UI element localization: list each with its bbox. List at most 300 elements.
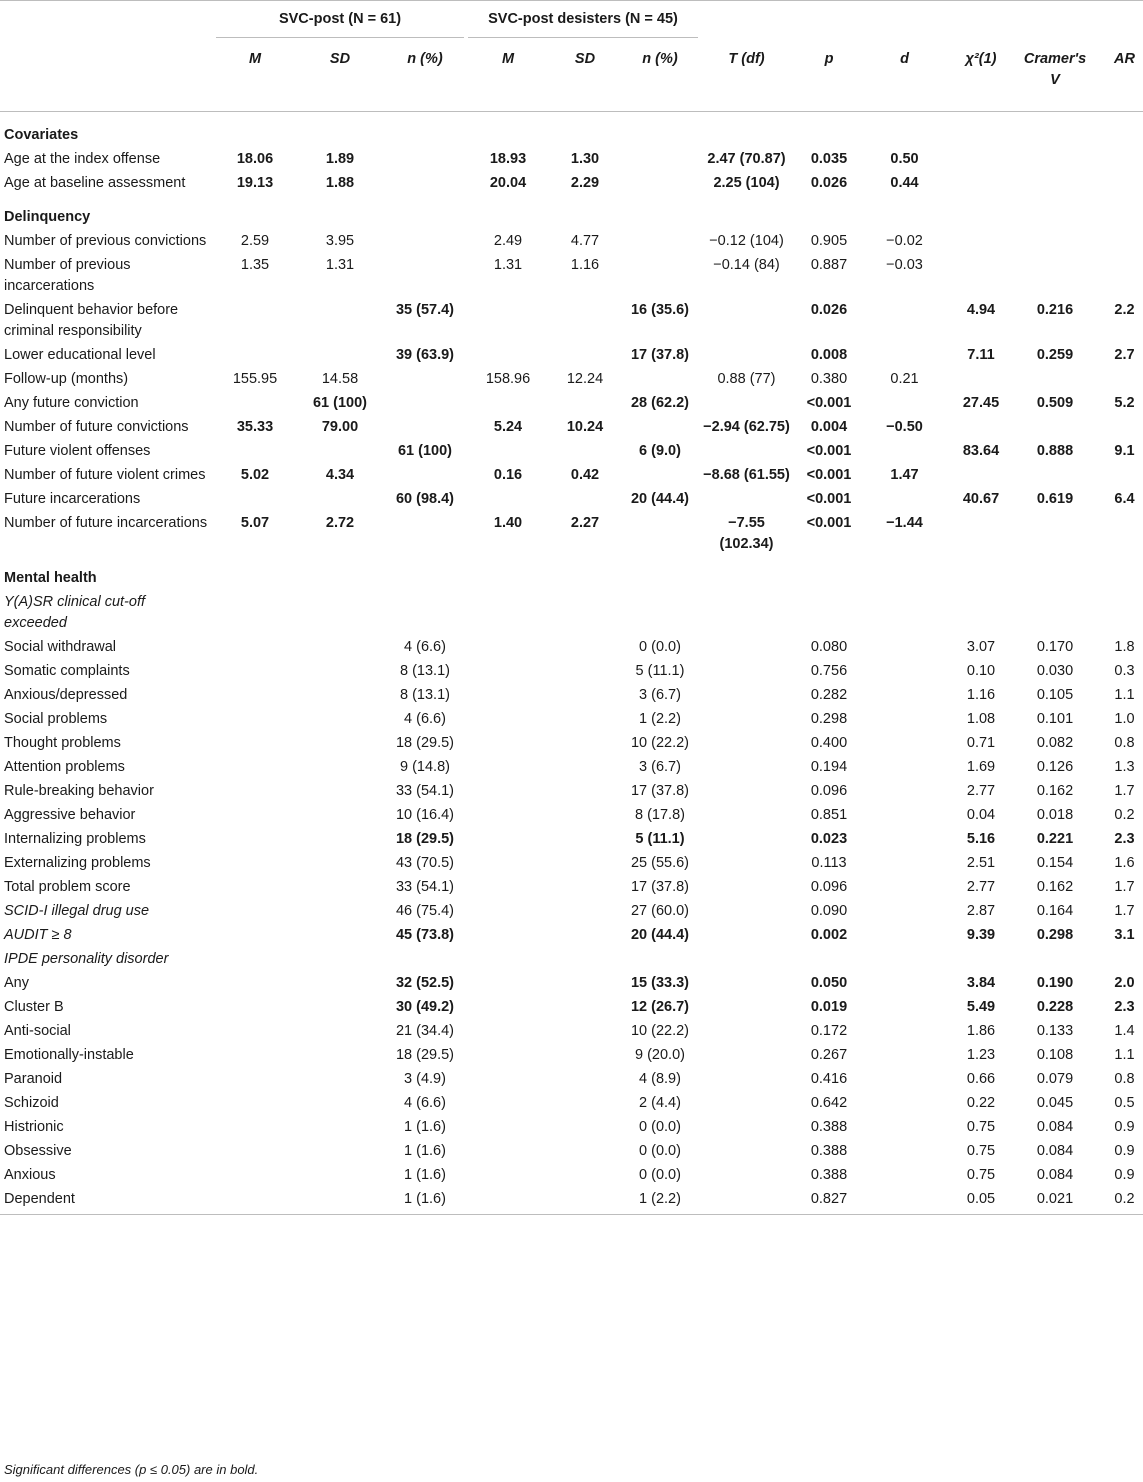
cell-n-pct: 20 (44.4): [630, 491, 690, 507]
section-row: [0, 194, 1143, 228]
cell-cramers-v: [1018, 462, 1092, 486]
cell-t-df: [700, 1138, 793, 1162]
row-label: Schizoid: [4, 1095, 59, 1111]
cell-m: [466, 970, 550, 994]
cell-sd: [550, 850, 620, 874]
cell-m: [214, 1042, 296, 1066]
cell-n-pct: 9 (14.8): [400, 759, 450, 775]
cell-cramers-v: 0.162: [1036, 879, 1074, 895]
cell-ar: [1092, 414, 1143, 438]
cell-sd: 1.88: [325, 175, 355, 191]
cell-p: 0.113: [811, 855, 847, 871]
cell-m: [214, 634, 296, 658]
cell-t-df: [700, 1090, 793, 1114]
cell-n-pct: 4 (6.6): [404, 639, 446, 655]
cell-n-pct: 61 (100): [397, 443, 452, 459]
cell-chi-square: 9.39: [966, 927, 996, 943]
cell-p: 0.388: [810, 1167, 848, 1183]
cell-m: [214, 970, 296, 994]
cell-m: [466, 1186, 550, 1210]
cell-chi-square: 5.49: [966, 999, 996, 1015]
cell-t-df: [700, 730, 793, 754]
cell-sd: 10.24: [566, 419, 604, 435]
cell-n-pct: [620, 510, 700, 555]
cell-cramers-v: 0.190: [1036, 975, 1074, 991]
row-label: Dependent: [4, 1191, 75, 1207]
cell-sd: [550, 778, 620, 802]
cell-n-pct: 4 (6.6): [404, 1095, 446, 1111]
row-label: Lower educational level: [4, 347, 156, 363]
cell-cramers-v: 0.084: [1036, 1143, 1074, 1159]
cell-p: 0.388: [810, 1119, 848, 1135]
cell-p: 0.388: [810, 1143, 848, 1159]
table-row: [0, 170, 1143, 194]
cell-m: [466, 754, 550, 778]
cell-n-pct: 46 (75.4): [395, 903, 455, 919]
row-label: SCID-I illegal drug use: [4, 903, 150, 919]
cell-p: <0.001: [806, 491, 852, 507]
row-label: Rule-breaking behavior: [4, 783, 154, 799]
cell-ar: 1.4: [1114, 1023, 1135, 1039]
cell-p: 0.827: [810, 1191, 848, 1207]
row-label: Number of future violent crimes: [4, 467, 206, 483]
cell-t-df: [700, 390, 793, 414]
cell-n-pct: [384, 366, 466, 390]
cell-m: [214, 438, 296, 462]
table-row: [0, 1042, 1143, 1066]
cell-sd: [296, 438, 384, 462]
cell-m: [466, 342, 550, 366]
row-label: Follow-up (months): [4, 371, 129, 387]
cell-ar: 5.2: [1114, 395, 1135, 411]
cell-m: [214, 1186, 296, 1210]
cell-t-df: −8.68 (61.55): [703, 467, 790, 483]
cell-sd: [550, 634, 620, 658]
cell-sd: [550, 297, 620, 342]
cell-sd: 2.72: [325, 515, 355, 531]
cell-p: 0.004: [810, 419, 848, 435]
cell-d: 1.47: [890, 467, 919, 483]
table-row: [0, 414, 1143, 438]
cell-n-pct: 39 (63.9): [395, 347, 455, 363]
cell-n-pct: 4 (8.9): [639, 1071, 681, 1087]
row-label: Social withdrawal: [4, 639, 117, 655]
column-header-row: [0, 41, 1143, 112]
cell-sd: 2.27: [570, 515, 600, 531]
cell-n-pct: 16 (35.6): [630, 302, 690, 318]
cell-ar: 2.3: [1114, 999, 1135, 1015]
top-rule: [0, 1, 1143, 10]
cell-chi-square: 0.75: [966, 1119, 996, 1135]
cell-t-df: [700, 1018, 793, 1042]
cell-d: [865, 730, 944, 754]
cell-sd: 61 (100): [312, 395, 367, 411]
row-label: Internalizing problems: [4, 831, 146, 847]
cell-sd: 1.16: [570, 257, 600, 273]
cell-sd: [296, 850, 384, 874]
cell-m: [466, 634, 550, 658]
cell-d: [865, 1018, 944, 1042]
cell-m: [466, 898, 550, 922]
cell-chi-square: 1.23: [966, 1047, 996, 1063]
row-label: Attention problems: [4, 759, 125, 775]
table-row: [0, 462, 1143, 486]
row-label: Anti-social: [4, 1023, 71, 1039]
cell-ar: 2.3: [1114, 831, 1135, 847]
cell-d: [865, 898, 944, 922]
row-label: Somatic complaints: [4, 663, 130, 679]
table-row: [0, 826, 1143, 850]
cell-t-df: [700, 1066, 793, 1090]
cell-t-df: [700, 706, 793, 730]
cell-m: [466, 390, 550, 414]
col-header-d: d: [865, 41, 944, 112]
row-label: Paranoid: [4, 1071, 63, 1087]
cell-cramers-v: 0.509: [1036, 395, 1074, 411]
cell-cramers-v: 0.018: [1036, 807, 1074, 823]
cell-ar: 2.0: [1114, 975, 1135, 991]
cell-cramers-v: 0.108: [1036, 1047, 1074, 1063]
col-header-sd: SD: [550, 41, 620, 112]
cell-sd: [296, 730, 384, 754]
table-row: [0, 1162, 1143, 1186]
cell-sd: [296, 898, 384, 922]
table-row: [0, 898, 1143, 922]
cell-t-df: [700, 778, 793, 802]
cell-m: 0.16: [493, 467, 523, 483]
cell-sd: 1.30: [570, 151, 600, 167]
cell-m: [214, 1066, 296, 1090]
cell-n-pct: 9 (20.0): [635, 1047, 685, 1063]
col-header-m: M: [466, 41, 550, 112]
row-label: Anxious/depressed: [4, 687, 128, 703]
cell-n-pct: 18 (29.5): [395, 735, 455, 751]
cell-ar: 0.9: [1114, 1119, 1135, 1135]
cell-ar: 6.4: [1114, 491, 1135, 507]
cell-p: 0.298: [810, 711, 848, 727]
cell-n-pct: 20 (44.4): [630, 927, 690, 943]
cell-d: [865, 390, 944, 414]
cell-t-df: [700, 342, 793, 366]
cell-p: 0.026: [810, 175, 848, 191]
cell-ar: 0.8: [1114, 1071, 1135, 1087]
cell-d: [865, 706, 944, 730]
cell-t-df: −0.12 (104): [709, 233, 784, 249]
cell-sd: [296, 778, 384, 802]
cell-chi-square: 0.75: [966, 1143, 996, 1159]
cell-n-pct: 10 (22.2): [630, 735, 690, 751]
cell-d: [865, 922, 944, 946]
cell-d: [865, 342, 944, 366]
cell-m: 1.35: [240, 257, 270, 273]
cell-cramers-v: 0.221: [1036, 831, 1074, 847]
cell-p: 0.887: [810, 257, 848, 273]
cell-m: [466, 297, 550, 342]
cell-d: [865, 754, 944, 778]
row-label: Number of future convictions: [4, 419, 189, 435]
cell-cramers-v: 0.888: [1036, 443, 1074, 459]
cell-chi-square: 2.77: [966, 879, 996, 895]
cell-chi-square: 7.11: [967, 347, 995, 363]
cell-chi-square: 0.10: [966, 663, 996, 679]
cell-sd: [550, 754, 620, 778]
cell-t-df: 0.88 (77): [717, 371, 776, 387]
cell-n-pct: 1 (1.6): [404, 1167, 446, 1183]
cell-d: [865, 486, 944, 510]
cell-p: 0.050: [810, 975, 848, 991]
cell-cramers-v: 0.030: [1036, 663, 1074, 679]
row-label: Total problem score: [4, 879, 131, 895]
col-header-cramers-v: Cramer's V: [1018, 41, 1092, 112]
cell-m: [214, 1090, 296, 1114]
cell-sd: [550, 994, 620, 1018]
cell-t-df: [700, 297, 793, 342]
cell-t-df: [700, 754, 793, 778]
cell-cramers-v: 0.228: [1036, 999, 1074, 1015]
cell-n-pct: 17 (37.8): [630, 879, 690, 895]
cell-chi-square: 27.45: [962, 395, 1000, 411]
row-label: Externalizing problems: [4, 855, 151, 871]
table-row: [0, 1090, 1143, 1114]
cell-n-pct: 8 (13.1): [400, 687, 450, 703]
cell-chi-square: 0.75: [966, 1167, 996, 1183]
subsection-row: [0, 589, 1143, 634]
cell-cramers-v: 0.164: [1036, 903, 1074, 919]
cell-chi-square: 2.51: [966, 855, 996, 871]
cell-ar: [1092, 170, 1143, 194]
cell-d: [865, 778, 944, 802]
cell-m: 5.02: [240, 467, 270, 483]
cell-chi-square: 40.67: [962, 491, 1000, 507]
row-label: Delinquent behavior before criminal responsibility: [4, 302, 179, 339]
cell-n-pct: [384, 390, 466, 414]
table-row: [0, 228, 1143, 252]
cell-m: [214, 682, 296, 706]
row-label: Cluster B: [4, 999, 64, 1015]
cell-p: 0.905: [810, 233, 848, 249]
cell-p: 0.008: [810, 347, 848, 363]
cell-t-df: −0.14 (84): [713, 257, 780, 273]
cell-cramers-v: [1018, 170, 1092, 194]
cell-cramers-v: 0.084: [1036, 1167, 1074, 1183]
col-header-p: p: [793, 41, 865, 112]
col-header-m: M: [214, 41, 296, 112]
cell-p: 0.096: [810, 879, 848, 895]
cell-sd: [550, 1090, 620, 1114]
cell-m: 1.40: [493, 515, 523, 531]
section-title: Mental health: [4, 570, 97, 586]
cell-n-pct: [620, 252, 700, 297]
cell-ar: 0.3: [1114, 663, 1135, 679]
cell-cramers-v: 0.045: [1036, 1095, 1074, 1111]
cell-m: 18.93: [489, 151, 527, 167]
cell-d: [865, 802, 944, 826]
row-label: Number of previous incarcerations: [4, 257, 131, 294]
cell-cramers-v: [1018, 510, 1092, 555]
cell-n-pct: 8 (17.8): [635, 807, 685, 823]
cell-cramers-v: 0.259: [1036, 347, 1074, 363]
table-body: [0, 112, 1143, 1215]
table-row: [0, 730, 1143, 754]
cell-chi-square: 0.71: [966, 735, 996, 751]
cell-cramers-v: 0.154: [1036, 855, 1074, 871]
table-row: [0, 874, 1143, 898]
cell-n-pct: [620, 228, 700, 252]
cell-sd: 4.77: [570, 233, 600, 249]
cell-sd: 3.95: [325, 233, 355, 249]
col-header-ar: AR: [1092, 41, 1143, 112]
cell-t-df: −7.55 (102.34): [719, 515, 774, 552]
cell-chi-square: 5.16: [966, 831, 996, 847]
cell-m: [214, 754, 296, 778]
cell-chi-square: 2.87: [966, 903, 996, 919]
cell-t-df: [700, 850, 793, 874]
cell-chi-square: 0.05: [966, 1191, 996, 1207]
cell-cramers-v: 0.170: [1036, 639, 1074, 655]
cell-m: [214, 874, 296, 898]
cell-m: [214, 730, 296, 754]
cell-d: [865, 634, 944, 658]
cell-m: [214, 802, 296, 826]
cell-sd: [296, 1114, 384, 1138]
cell-n-pct: [620, 146, 700, 170]
cell-m: [214, 1114, 296, 1138]
cell-cramers-v: 0.101: [1036, 711, 1074, 727]
cell-m: [466, 1090, 550, 1114]
cell-n-pct: 32 (52.5): [395, 975, 455, 991]
cell-m: [214, 1138, 296, 1162]
cell-n-pct: [620, 462, 700, 486]
cell-m: 5.07: [240, 515, 270, 531]
cell-chi-square: [944, 462, 1018, 486]
cell-n-pct: 0 (0.0): [639, 1143, 681, 1159]
cell-m: [214, 390, 296, 414]
cell-cramers-v: 0.105: [1036, 687, 1074, 703]
cell-p: 0.851: [810, 807, 848, 823]
cell-sd: [296, 1162, 384, 1186]
cell-ar: 0.9: [1114, 1167, 1135, 1183]
cell-sd: [296, 342, 384, 366]
cell-t-df: [700, 826, 793, 850]
cell-p: 0.194: [810, 759, 848, 775]
cell-m: [466, 1138, 550, 1162]
cell-d: −0.03: [886, 257, 923, 273]
cell-ar: 1.3: [1114, 759, 1135, 775]
row-label: Obsessive: [4, 1143, 72, 1159]
cell-d: [865, 1090, 944, 1114]
cell-m: [214, 706, 296, 730]
cell-chi-square: [944, 146, 1018, 170]
cell-p: <0.001: [806, 515, 852, 531]
table-row: [0, 366, 1143, 390]
cell-cramers-v: [1018, 414, 1092, 438]
table-row: [0, 634, 1143, 658]
col-header-sd: SD: [296, 41, 384, 112]
cell-sd: [550, 486, 620, 510]
table-row: [0, 922, 1143, 946]
cell-p: 0.400: [810, 735, 848, 751]
cell-d: −0.50: [886, 419, 923, 435]
cell-sd: [550, 1042, 620, 1066]
cell-d: −0.02: [886, 233, 923, 249]
cell-ar: 1.7: [1114, 879, 1135, 895]
col-header-n-pct: n (%): [620, 41, 700, 112]
cell-cramers-v: 0.298: [1036, 927, 1074, 943]
cell-sd: [296, 802, 384, 826]
cell-n-pct: 15 (33.3): [630, 975, 690, 991]
cell-ar: 1.1: [1114, 1047, 1135, 1063]
cell-n-pct: 45 (73.8): [395, 927, 455, 943]
cell-chi-square: 0.66: [966, 1071, 996, 1087]
cell-chi-square: [944, 170, 1018, 194]
table-row: [0, 994, 1143, 1018]
cell-m: [214, 486, 296, 510]
cell-m: [466, 874, 550, 898]
cell-m: 2.49: [493, 233, 523, 249]
cell-t-df: [700, 874, 793, 898]
cell-sd: [296, 994, 384, 1018]
cell-p: <0.001: [806, 467, 852, 483]
cell-sd: 2.29: [570, 175, 600, 191]
cell-p: 0.002: [810, 927, 848, 943]
table-row: [0, 1186, 1143, 1210]
cell-m: [466, 778, 550, 802]
section-row: [0, 555, 1143, 589]
cell-m: [214, 1162, 296, 1186]
cell-cramers-v: [1018, 366, 1092, 390]
cell-sd: [550, 1138, 620, 1162]
cell-cramers-v: [1018, 146, 1092, 170]
cell-sd: [296, 922, 384, 946]
cell-sd: [550, 826, 620, 850]
cell-chi-square: 0.22: [966, 1095, 996, 1111]
cell-sd: [550, 1186, 620, 1210]
table-row: [0, 682, 1143, 706]
cell-d: 0.21: [890, 371, 919, 387]
cell-n-pct: 4 (6.6): [404, 711, 446, 727]
table-row: [0, 1018, 1143, 1042]
cell-ar: 1.1: [1114, 687, 1135, 703]
cell-sd: [296, 754, 384, 778]
cell-m: 2.59: [240, 233, 270, 249]
table-row: [0, 802, 1143, 826]
cell-p: 0.096: [810, 783, 848, 799]
cell-n-pct: 6 (9.0): [639, 443, 681, 459]
row-label: Age at the index offense: [4, 151, 161, 167]
cell-m: [466, 826, 550, 850]
cell-t-df: [700, 682, 793, 706]
cell-m: [466, 1114, 550, 1138]
cell-d: [865, 850, 944, 874]
table-row: [0, 390, 1143, 414]
cell-d: [865, 1138, 944, 1162]
cell-m: [466, 922, 550, 946]
cell-p: 0.019: [810, 999, 848, 1015]
col-header-chi-square: χ²(1): [944, 41, 1018, 112]
cell-sd: [296, 706, 384, 730]
cell-n-pct: 3 (4.9): [404, 1071, 446, 1087]
cell-d: [865, 658, 944, 682]
cell-m: [466, 438, 550, 462]
cell-sd: [296, 658, 384, 682]
cell-t-df: [700, 898, 793, 922]
cell-n-pct: [384, 462, 466, 486]
cell-sd: [296, 297, 384, 342]
cell-sd: 1.89: [325, 151, 355, 167]
cell-t-df: 2.47 (70.87): [707, 151, 786, 167]
cell-sd: 0.42: [570, 467, 600, 483]
cell-sd: 1.31: [325, 257, 355, 273]
